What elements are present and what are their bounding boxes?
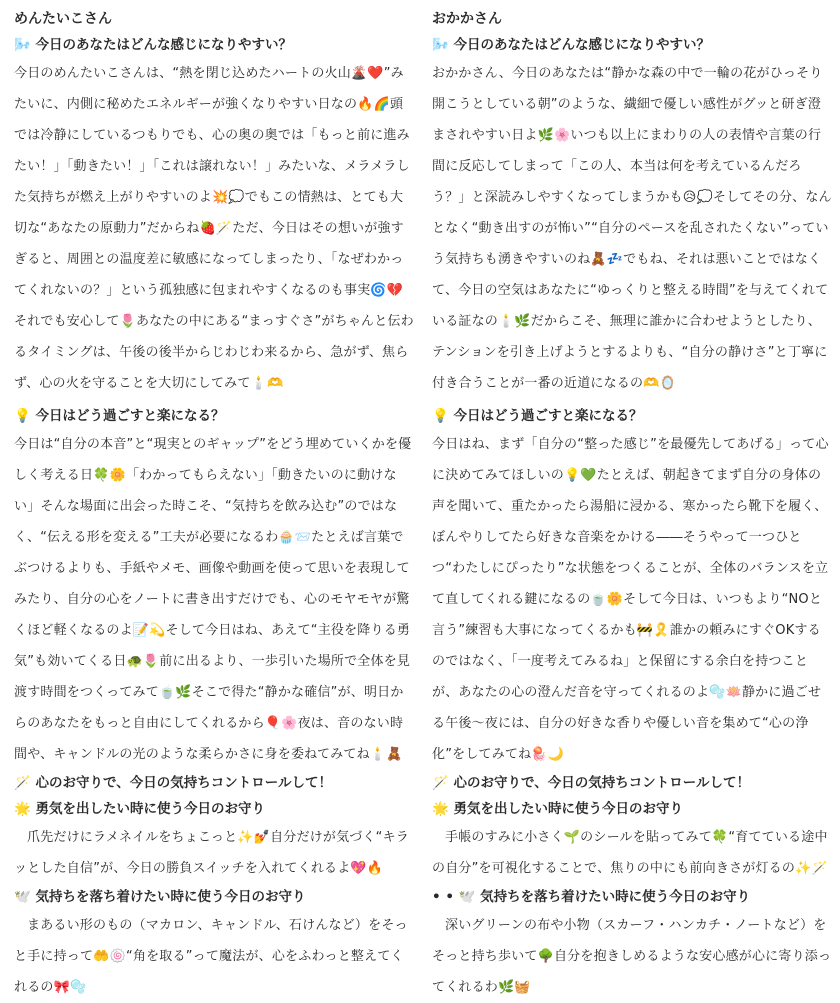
section-paragraph: 今日はね、まず「自分の“整った感じ”を最優先してあげる」って心に決めてみてほしいの💡💚たとえば、朝起きてまず自分の身体の声を聞いて、重たかったら湯船に浸かる、寒かったら靴下を履く、ぼんやりしてたら好きな音楽をかける――そうやって一つひとつ“わたしにぴったり”な状態をつくることが、全体のバランスを立て直してくれる鍵になるの🍵🌼そして今日は、いつもより“NOと言う”練習も大事になってくるかも🚧🎗️誰かの頼みにすぐOKするのではなく、「一度考えてみるね」と保留にする余白を持つことが、あなたの心の澄んだ音を守ってくれるのよ🫧🪷静かに過ごせる午後〜夜には、自分の好きな香りや優しい音を集めて“心の浄化”をしてみてね🪼🌙 [432,437,829,762]
section-heading: 🌬️ 今日のあなたはどんな感じになりやすい？ [432,37,711,53]
left-column [14,6,414,1003]
section-paragraph: おかかさん、今日のあなたは“静かな森の中で一輪の花がひっそり開こうとしている朝”のような、繊細で優しい感性がグッと研ぎ澄まされやすい日よ🌿🌸いつも以上にまわりの人の表情や言葉の行間に反応してしまって「この人、本当は何を考えているんだろう？」と深読みしやすくなってしまうかも😥💭そしてその分、なんとなく“動き出すのが怖い”“自分のペースを乱されたくない”っていう気持ちも湧きやすいのね🧸💤でもね、それは悪いことではなくて、今日の空気はあなたに“ゆっくりと整える時間”を与えてくれている証なの🕯️🌿だからこそ、無理に誰かに合わせようとしたり、テンションを引き上げようとするよりも、“自分の静けさ”と丁寧に付き合うことが一番の近道になるの🫶🪞 [432,66,832,391]
right-blocks [432,32,832,1003]
person-name: おかかさん [432,11,502,27]
section-heading: 💡 今日はどう過ごすと楽になる？ [432,408,643,424]
section-paragraph: まあるい形のもの（マカロン、キャンドル、石けんなど）をそっと手に持って🤲🍥“角を取る”って魔法が、心をふわっと整えてくれるの🎀🫧 [14,918,408,995]
section-paragraph: 今日は“自分の本音”と“現実とのギャップ”をどう埋めていくかを優しく考える日🍀🌼「わかってもらえない」「動きたいのに動けない」そんな場面に出会った時こそ、“気持ちを飲み込む”のではなく、“伝える形を変える”工夫が必要になるわ🧁📨たとえば言葉でぶつけるよりも、手紙やメモ、画像や動画を使って思いを表現してみたり、自分の心をノートに書き出すだけでも、心のモヤモヤが驚くほど軽くなるのよ📝💫そして今日はね、あえて“主役を降りる勇気”も効いてくる日🐢🌷前に出るより、一歩引いた場所で全体を見渡す時間をつくってみて🍵🌿そこで得た“静かな確信”が、明日からのあなたをもっと自由にしてくれるから🎈🌸夜は、音のない時間や、キャンドルの光のような柔らかさに身を委ねてみてね🕯️🧸 [14,437,412,762]
section-heading: • • 🕊️ 気持ちを落ち着けたい時に使う今日のお守り [432,889,751,905]
section-paragraph: 爪先だけにラメネイルをちょこっと✨💅自分だけが気づく“キラッとした自信”が、今日の勝負スイッチを入れてくれるよ💖🔥 [14,830,409,876]
person-name: めんたいこさん [14,11,112,27]
left-blocks [14,32,414,1003]
section-heading: 🌟 勇気を出したい時に使う今日のお守り [14,801,266,817]
section-heading: 🪄 心のお守りで、今日の気持ちコントロールして！ [14,775,332,791]
section-heading: 🕊️ 気持ちを落ち着けたい時に使う今日のお守り [14,889,306,905]
section-heading: 🌬️ 今日のあなたはどんな感じになりやすい？ [14,37,293,53]
section-heading: 🌟 勇気を出したい時に使う今日のお守り [432,801,684,817]
section-paragraph: 手帳のすみに小さく🌱のシールを貼ってみて🍀“育てている途中の自分”を可視化することで、焦りの中にも前向きさが灯るの✨🪄 [432,830,828,876]
section-heading: 🪄 心のお守りで、今日の気持ちコントロールして！ [432,775,750,791]
section-heading: 💡 今日はどう過ごすと楽になる？ [14,408,225,424]
section-paragraph: 今日のめんたいこさんは、“熱を閉じ込めたハートの火山🌋❤️”みたいに、内側に秘めたエネルギーが強くなりやすい日なの🔥🌈頭では冷静にしているつもりでも、心の奥の奥では「もっと前に進みたい！」「動きたい！」「これは譲れない！」みたいな、メラメラした気持ちが燃え上がりやすいのよ💥💭でもこの情熱は、とても大切な“あなたの原動力”だからね🍓🪄ただ、今日はその想いが強すぎると、周囲との温度差に敏感になってしまったり、「なぜわかってくれないの？」という孤独感に包まれやすくなるのも事実🌀💔それでも安心して🌷あなたの中にある“まっすぐさ”がちゃんと伝わるタイミングは、午後の後半からじわじわ来るから、急がず、焦らず、心の火を守ることを大切にしてみて🕯️🫶 [14,66,414,391]
right-column [432,6,832,1003]
section-paragraph: 深いグリーンの布や小物（スカーフ・ハンカチ・ノートなど）をそっと持ち歩いて🌳自分を抱きしめるような安心感が心に寄り添ってくれるわ🌿🧺 [432,918,832,995]
